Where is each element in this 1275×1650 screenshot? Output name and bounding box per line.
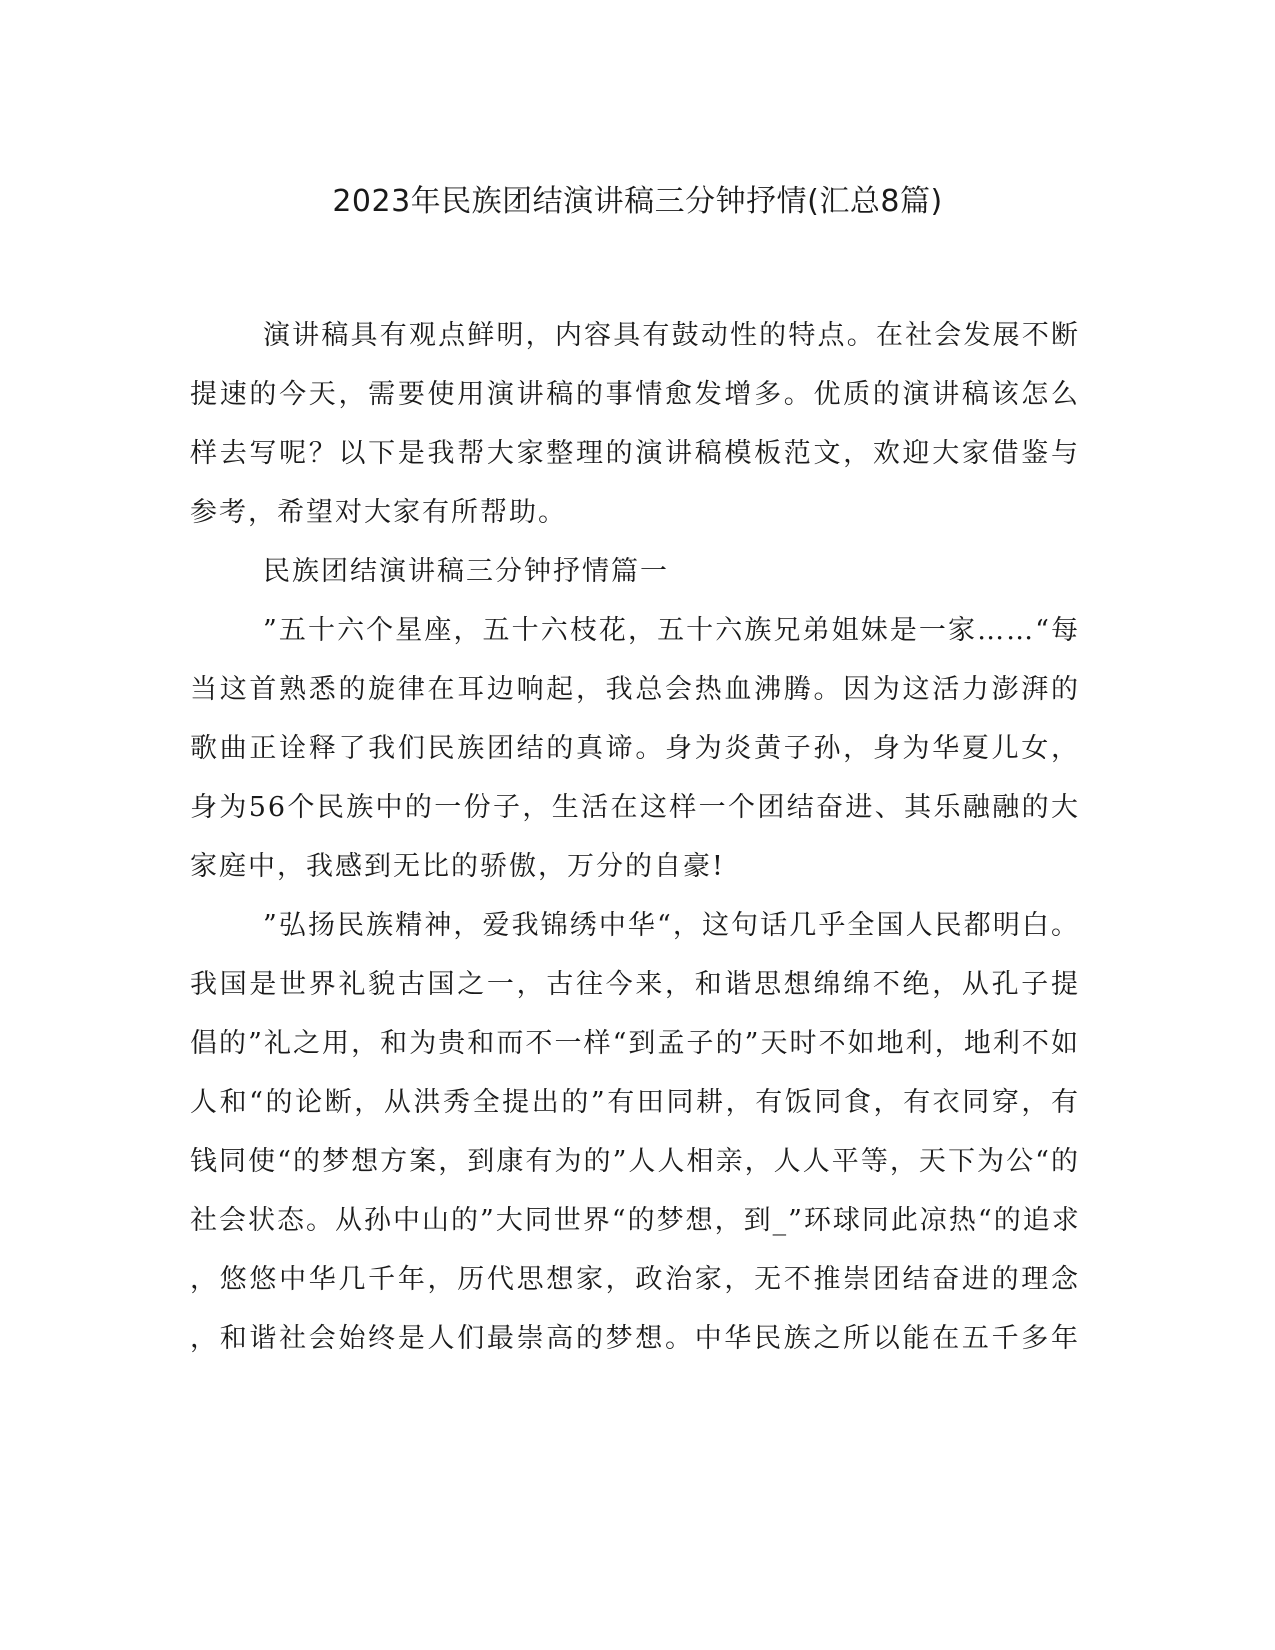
paragraph-line: 我国是世界礼貌古国之一，古往今来，和谐思想绵绵不绝，从孔子提: [190, 969, 1080, 1000]
paragraph-line: 钱同使“的梦想方案，到康有为的”人人相亲，人人平等，天下为公“的: [190, 1146, 1080, 1177]
paragraph-line: 演讲稿具有观点鲜明，内容具有鼓动性的特点。在社会发展不断: [263, 320, 1080, 351]
paragraph-line: 社会状态。从孙中山的”大同世界“的梦想，到_”环球同此凉热“的追求: [190, 1205, 1081, 1236]
section-heading: 民族团结演讲稿三分钟抒情篇一: [263, 556, 669, 587]
paragraph-line: ”五十六个星座，五十六枝花，五十六族兄弟姐妹是一家……“每: [263, 615, 1080, 646]
paragraph-line: 提速的今天，需要使用演讲稿的事情愈发增多。优质的演讲稿该怎么: [190, 379, 1080, 410]
paragraph-line: 歌曲正诠释了我们民族团结的真谛。身为炎黄子孙，身为华夏儿女，: [190, 733, 1080, 764]
paragraph-line: 身为56个民族中的一份子，生活在这样一个团结奋进、其乐融融的大: [190, 792, 1080, 823]
paragraph-line: 当这首熟悉的旋律在耳边响起，我总会热血沸腾。因为这活力澎湃的: [190, 674, 1080, 705]
paragraph-line: 样去写呢？以下是我帮大家整理的演讲稿模板范文，欢迎大家借鉴与: [190, 438, 1080, 469]
paragraph-line: 人和“的论断，从洪秀全提出的”有田同耕，有饭同食，有衣同穿，有: [190, 1087, 1080, 1118]
paragraph-line: 参考，希望对大家有所帮助。: [190, 497, 567, 528]
document-title: 2023年民族团结演讲稿三分钟抒情(汇总8篇): [332, 184, 943, 219]
paragraph-line: 倡的”礼之用，和为贵和而不一样“到孟子的”天时不如地利，地利不如: [190, 1028, 1080, 1059]
paragraph-line: ，悠悠中华几千年，历代思想家，政治家，无不推崇团结奋进的理念: [190, 1264, 1080, 1295]
paragraph-line: ，和谐社会始终是人们最崇高的梦想。中华民族之所以能在五千多年: [190, 1323, 1080, 1354]
paragraph-line: 家庭中，我感到无比的骄傲，万分的自豪!: [190, 851, 725, 882]
paragraph-line: ”弘扬民族精神，爱我锦绣中华“，这句话几乎全国人民都明白。: [263, 910, 1080, 941]
